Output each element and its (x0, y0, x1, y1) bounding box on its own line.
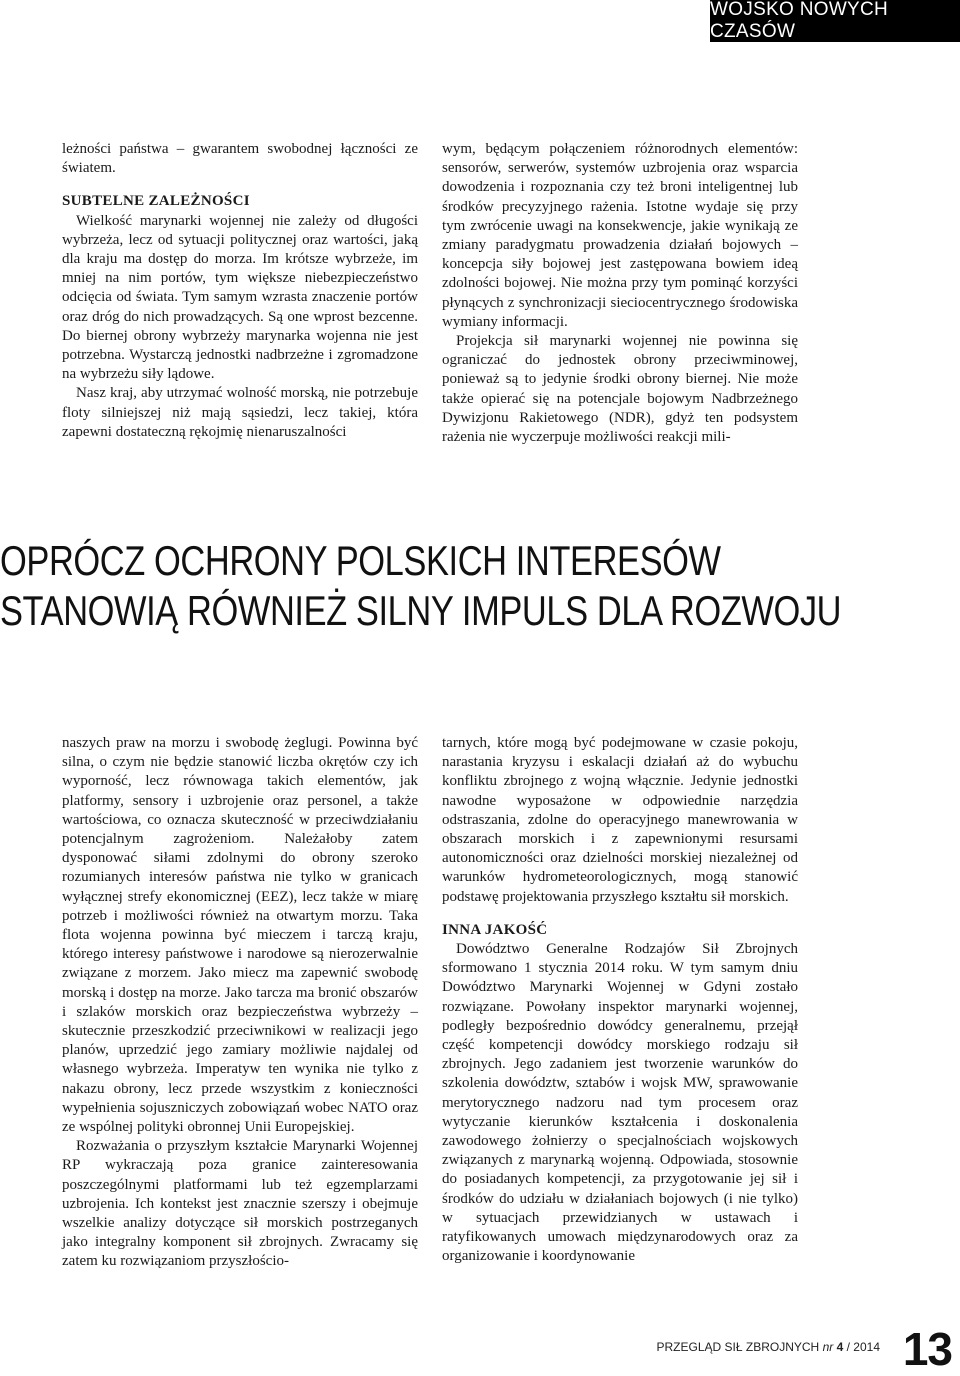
section-heading-subtelne-zaleznosci: SUBTELNE ZALEŻNOŚCI (62, 193, 250, 210)
magazine-name: PRZEGLĄD SIŁ ZBROJNYCH (656, 1340, 820, 1354)
pull-quote-line-1: OPRÓCZ OCHRONY POLSKICH INTERESÓW (0, 537, 721, 584)
section-header-text: WOJSKO NOWYCH CZASÓW (710, 0, 889, 42)
section-header-tag (710, 0, 960, 42)
issue-label: nr (822, 1340, 834, 1354)
footer-magazine-info (657, 1340, 880, 1354)
issue-number: 4 (836, 1340, 844, 1354)
text-column-bottom-left (62, 734, 418, 1272)
paragraph: Rozważania o przyszłym kształcie Marynarki Wojennej RP wykraczają poza granice zainteresowania poszczególnymi platformami lub też egzemplarzami uzbrojenia. Ich kontekst jest znacznie szerszy i obejmuje wszelkie analizy dotyczące sił morskich postrzeganych jako integralny komponent sił zbrojnych. Zwracamy się zatem ku rozwiązaniom przyszłościo- (62, 1138, 418, 1270)
paragraph: tarnych, które mogą być podejmowane w czasie pokoju, narastania kryzysu i eskalacji działań aż do wybuchu konfliktu zbrojnego z wojną włącznie. Jedynie jednostki nawodne wyposażone w odpowiednie narzędzia odstraszania, zdolne do operacyjnego manewrowania w obszarach morskich i z zapewnionymi resursami autonomiczności oraz dzielności morskiej niezależnej od warunków hydrometeorologicznych, mogą stanowić podstawę projektowania przyszłego kształtu sił morskich. (442, 735, 798, 905)
paragraph: Dowództwo Generalne Rodzajów Sił Zbrojnych sformowano 1 stycznia 2014 roku. W tym samym dniu Dowództwo Marynarki Wojennej w Gdyni zostało rozwiązane. Powołany inspektor marynarki wojennej, podległy bezpośrednio dowódcy generalnemu, przejął część kompetencji dowódcy morskiego rodzaju sił zbrojnych. Jego zadaniem jest tworzenie warunków do szkolenia dowództw, sztabów i wojsk MW, sprawowanie merytorycznego nadzoru nad tym procesem oraz wytyczanie kierunków kształcenia i doskonalenia zawodowego żołnierzy o specjalnościach wojskowych związanych z marynarką wojenną. Odpowiada, stosownie do posiadanych kompetencji, za przygotowanie jej sił i środków do udziału w działaniach bojowych (i nie tylko) w sytuacjach przewidzianych w ustawach i ratyfikowanych umowach międzynarodowych oraz za organizowanie i koordynowanie (442, 941, 798, 1265)
page-number: 13 (902, 1323, 952, 1375)
issue-separator: / (846, 1340, 850, 1354)
text-column-top-left (62, 140, 418, 442)
paragraph: Nasz kraj, aby utrzymać wolność morską, nie potrzebuje floty silniejszej niż mają sąsiedzi, lecz takiej, która zapewni dostateczną rękojmię nienaruszalności (62, 385, 418, 440)
issue-year: 2014 (853, 1340, 880, 1354)
paragraph: wym, będącym połączeniem różnorodnych elementów: sensorów, serwerów, systemów uzbrojenia oraz wsparcia dowodzenia i rozpoznania czy też broni inteligentnej lub środków precyzyjnego rażenia. Istotne wydaje się przy tym zwrócenie uwagi na konsekwencje, jakie wynikają ze zmiany paradygmatu prowadzenia działań bojowych – koncepcja siły bojowej jest zastępowana bowiem ideą zdolności bojowej. Nie można przy tym pominąć korzyści płynących z synchronizacji sieciocentrycznego środowiska wymiany informacji. (442, 141, 798, 330)
paragraph: naszych praw na morzu i swobodę żeglugi. Powinna być silna, o czym nie będzie stanowić liczba okrętów czy ich wyporność, lecz równowaga takich elementów, jak platformy, sensory i uzbrojenie oraz personel, a także wartościowa, co oznacza skuteczność w przeciwdziałaniu potencjalnym zagrożeniom. Należałoby zatem dysponować siłami zdolnymi do obrony szeroko rozumianych interesów państwa nie tylko w granicach wyłącznej strefy ekonomicznej (EEZ), lecz także w miarę potrzeb i możliwości również na otwartym morzu. Taka flota wojenna powinna być mieczem i tarczą kraju, którego interesy państwowe i narodowe są nierozerwalnie związane z morzem. Jako miecz ma zapewnić swobodę morską i dostęp na morze. Jako tarcza ma bronić obszarów i szlaków morskich oraz bezpieczeństwa wybrzeży – skutecznie przeszkodzić przeciwnikowi w realizacji jego planów, uprzedzić jego zamiary możliwie najdalej od własnego wybrzeża. Imperatyw ten wynika nie tylko z nakazu obrony, lecz przede wszystkim z konieczności wypełnienia sojuszniczych zobowiązań wobec NATO oraz ze wspólnej polityki obronnej Unii Europejskiej. (62, 735, 418, 1136)
paragraph: Projekcja sił marynarki wojennej nie powinna się ograniczać do jednostek obrony przeciwminowej, ponieważ są to jedynie środki obrony biernej. Nie może także opierać się na potencjale bojowym Nadbrzeżnego Dywizjonu Rakietowego (NDR), gdyż ten podsystem rażenia nie wyczerpuje możliwości reakcji mili- (442, 333, 798, 446)
pull-quote-line-2: STANOWIĄ RÓWNIEŻ SILNY IMPULS DLA ROZWOJU (0, 587, 842, 634)
text-column-bottom-right (442, 734, 798, 1266)
pull-quote (0, 536, 960, 636)
paragraph: Wielkość marynarki wojennej nie zależy od długości wybrzeża, lecz od sytuacji politycznej oraz wartości, jaką dla kraju ma dostęp do morza. Im krótsze wybrzeże, im mniej na nim portów, tym większe niebezpieczeństwo odcięcia od świata. Tym samym wzrasta znaczenie portów oraz dróg do nich prowadzących. Są one wprost bezcenne. Do biernej obrony wybrzeży marynarka wojenna nie jest potrzebna. Wystarczą jednostki nadbrzeżne i zgromadzone na wybrzeżu siły lądowe. (62, 212, 418, 383)
text-column-top-right (442, 140, 798, 447)
section-heading-inna-jakosc: INNA JAKOŚĆ (442, 921, 548, 938)
paragraph: leżności państwa – gwarantem swobodnej łączności ze światem. (62, 141, 418, 177)
